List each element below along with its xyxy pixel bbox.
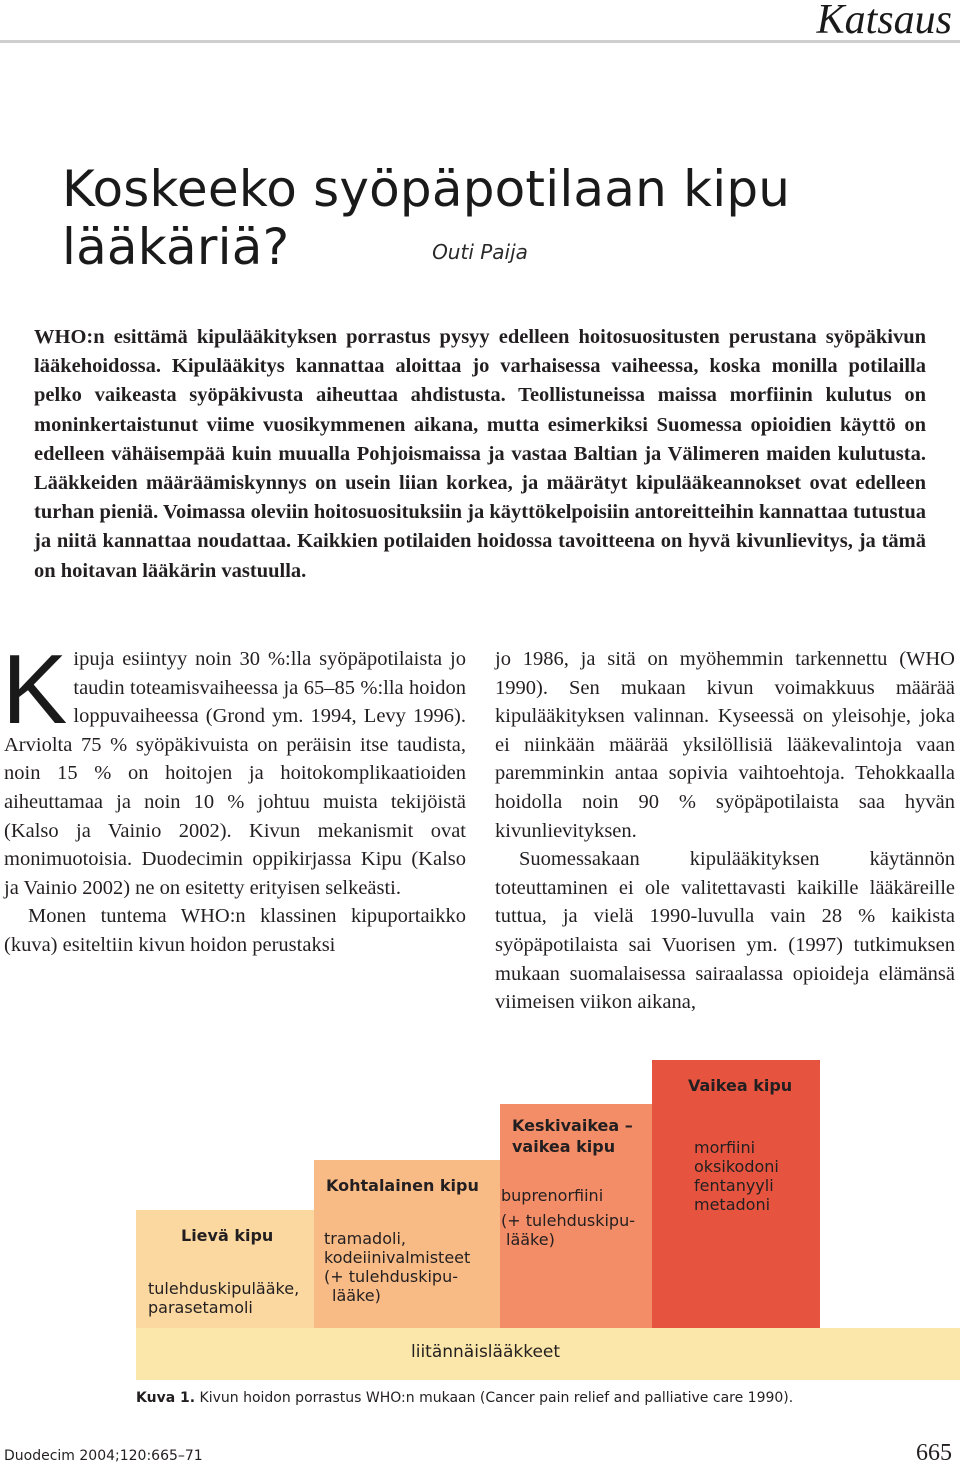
drug-moderate-severe-1: buprenorfiini bbox=[501, 1186, 604, 1205]
step-label-moderate: Kohtalainen kipu bbox=[326, 1176, 479, 1195]
drug-mild-1: tulehduskipulääke, bbox=[148, 1279, 300, 1298]
drug-moderate-severe-3: lääke) bbox=[506, 1230, 555, 1249]
figure-caption bbox=[136, 1390, 793, 1406]
left-column bbox=[2, 634, 466, 960]
page-number: 665 bbox=[916, 1440, 952, 1466]
adjuvant-label: liitännäislääkkeet bbox=[411, 1342, 561, 1362]
drug-moderate-severe-2: (+ tulehduskipu- bbox=[501, 1211, 635, 1230]
drug-moderate-2: kodeiinivalmisteet bbox=[324, 1248, 471, 1267]
drug-severe-3: fentanyyli bbox=[694, 1176, 774, 1195]
right-paragraph-1: jo 1986, ja sitä on myöhemmin tarkennettu (WHO 1990). Sen mukaan kivun voimakkuus määrää kipulääkityksen valinnan. Kyseessä on yleisohje, joka ei niinkään määrää yksilöllisiä lääkevalintoja vaan paremminkin antaa sopivia vaihtoehtoja. Tehokkaalla hoidolla noin 90 % syöpäpotilaista saa hyvän kivunlievityksen. bbox=[495, 648, 955, 842]
right-column bbox=[495, 645, 955, 1017]
header-rule bbox=[0, 40, 960, 43]
left-paragraph-1 bbox=[2, 634, 466, 902]
left-paragraph-1-text: ipuja esiintyy noin 30 %:lla syöpäpotilaista jo taudin toteamisvaiheessa ja 65–85 %:lla hoidon loppuvaiheessa (Grond ym. 1994, Levy 1996). Arviolta 75 % syöpäkivuista on peräisin itse taudista, noin 15 % on hoitojen ja hoitokomplikaatioiden aiheuttamaa ja noin 10 % johtuu muista tekijöistä (Kalso ja Vainio 2002). Kivun mekanismit ovat monimuotoisia. Duodecimin oppikirjassa Kipu (Kalso ja Vainio 2002) ne on esitetty erityisen selkeästi. bbox=[4, 648, 466, 899]
right-paragraph-2: Suomessakaan kipulääkityksen käytännön toteuttaminen ei ole valitettavasti kaikille lääkäreille tuttua, ja vielä 1990-luvulla vain 28 % kaikista syöpäpotilaista sai Vuorisen ym. (1997) tutkimuksen mukaan suomalaisessa sairaalassa opioideja elämänsä viimeisen viikon aikana, bbox=[495, 848, 955, 1014]
caption-text: Kivun hoidon porrastus WHO:n mukaan (Cancer pain relief and palliative care 1990). bbox=[199, 1390, 794, 1406]
step-label-moderate-severe-2: vaikea kipu bbox=[512, 1137, 616, 1156]
drug-moderate-1: tramadoli, bbox=[324, 1229, 406, 1248]
caption-label: Kuva 1. bbox=[136, 1390, 196, 1406]
step-label-moderate-severe-1: Keskivaikea – bbox=[512, 1116, 633, 1135]
drug-severe-2: oksikodoni bbox=[694, 1157, 779, 1176]
drug-moderate-3: (+ tulehduskipu- bbox=[324, 1267, 458, 1286]
who-pain-ladder-figure bbox=[136, 1060, 960, 1380]
drug-severe-4: metadoni bbox=[694, 1195, 771, 1214]
step-label-mild: Lievä kipu bbox=[181, 1226, 274, 1245]
drop-cap: K bbox=[2, 634, 68, 744]
section-label: Katsaus bbox=[816, 0, 952, 43]
left-paragraph-2: Monen tuntema WHO:n klassinen kipuportaikko (kuva) esiteltiin kivun hoidon perustaksi bbox=[4, 905, 466, 956]
journal-citation: Duodecim 2004;120:665–71 bbox=[4, 1448, 203, 1464]
drug-moderate-4: lääke) bbox=[332, 1286, 381, 1305]
abstract: WHO:n esittämä kipulääkityksen porrastus pysyy edelleen hoitosuositusten perustana syöpäkivun lääkehoidossa. Kipulääkitys kannattaa aloittaa jo varhaisessa vaiheessa, koska monilla potilailla pelko vaikeasta syöpäkivusta aiheuttaa ahdistusta. Teollistuneissa maissa morfiinin kulutus on moninkertaistunut viime vuosikymmenen aikana, mutta esimerkiksi Suomessa opioidien käyttö on edelleen vähäisempää kuin muualla Pohjoismaissa ja vastaa Baltian ja Välimeren maiden kulutusta. Lääkkeiden määräämiskynnys on usein liian korkea, ja määrätyt kipulääkeannokset ovat edelleen turhan pieniä. Voimassa oleviin hoitosuosituksiin ja käyttökelpoisiin antoreitteihin kannattaa tutustua ja niitä kannattaa noudattaa. Kaikkien potilaiden hoidossa tavoitteena on hyvä kivunlievitys, ja tämä on hoitavan lääkärin vastuulla. bbox=[34, 326, 926, 582]
drug-severe-1: morfiini bbox=[694, 1138, 756, 1157]
drug-mild-2: parasetamoli bbox=[148, 1298, 253, 1317]
author: Outi Paija bbox=[432, 240, 528, 264]
article-title: Koskeeko syöpäpotilaan kipu lääkäriä? bbox=[62, 160, 791, 276]
step-label-severe: Vaikea kipu bbox=[688, 1076, 793, 1095]
